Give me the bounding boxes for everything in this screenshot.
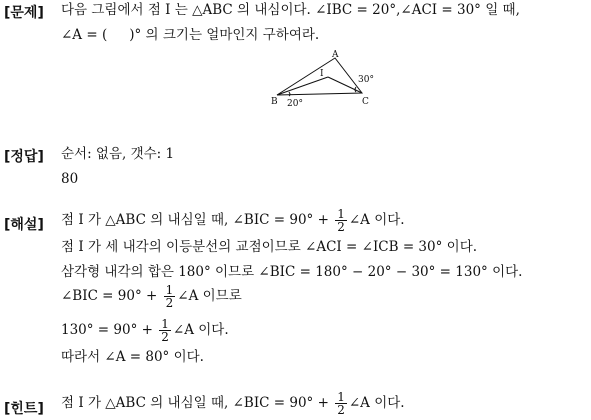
fraction-one-half: $\frac{1}{2}$ — [337, 207, 345, 234]
vertex-c-label: C — [362, 97, 369, 107]
explanation-line-5 — [61, 318, 229, 343]
problem-line-2-prefix: ∠A = ( — [61, 27, 108, 43]
incenter-label: I — [320, 69, 324, 79]
angle-c-arc — [355, 87, 356, 92]
explanation-line-4-post: ∠A 이므로 — [177, 288, 242, 304]
problem-line-2 — [61, 26, 319, 44]
explanation-line-1-post: ∠A 이다. — [348, 212, 405, 228]
hint-line-post: ∠A 이다. — [348, 395, 405, 411]
fraction-one-half: $\frac{1}{2}$ — [165, 283, 174, 310]
vertex-a-label: A — [332, 50, 339, 60]
explanation-line-5-pre: 130° = 90° + — [61, 322, 153, 338]
hint-line-pre: 점 I 가 △ABC 의 내심일 때, ∠BIC = 90° + — [61, 395, 329, 411]
vertex-b-label: B — [271, 97, 278, 107]
hint-label: [힌트] — [4, 401, 44, 417]
triangle-figure — [270, 49, 380, 111]
problem-line-1: 다음 그림에서 점 I 는 △ABC 의 내심이다. ∠IBC = 20°,∠ACI = 30° 일 때, — [61, 2, 520, 18]
explanation-line-2: 점 I 가 세 내각의 이등분선의 교점이므로 ∠ACI = ∠ICB = 30° 이다. — [61, 239, 478, 255]
angle-c-value: 30° — [358, 75, 374, 85]
explanation-line-3: 삼각형 내각의 합은 180° 이므로 ∠BIC = 180° − 20° − 30° = 130° 이다. — [61, 264, 523, 280]
fraction-one-half: $\frac{1}{2}$ — [161, 317, 169, 344]
explanation-line-1 — [61, 208, 405, 233]
hint-line — [61, 391, 405, 416]
bisector-b — [277, 77, 328, 95]
explanation-label: [해설] — [4, 217, 44, 233]
problem-line-2-suffix: )° 의 크기는 얼마인지 구하여라. — [129, 27, 320, 43]
answer-meta: 순서: 없음, 갯수: 1 — [61, 146, 175, 162]
explanation-line-5-post: ∠A 이다. — [172, 322, 229, 338]
explanation-line-6: 따라서 ∠A = 80° 이다. — [61, 349, 204, 365]
bisector-c — [328, 77, 362, 93]
explanation-line-4 — [61, 284, 242, 309]
fraction-one-half: $\frac{1}{2}$ — [337, 390, 345, 417]
angle-b-value: 20° — [287, 99, 303, 109]
explanation-line-1-pre: 점 I 가 △ABC 의 내심일 때, ∠BIC = 90° + — [61, 212, 329, 228]
explanation-line-4-pre: ∠BIC = 90° + — [61, 288, 158, 304]
answer-label: [정답] — [4, 149, 44, 165]
angle-b-arc — [289, 92, 290, 96]
answer-value: 80 — [61, 171, 79, 187]
problem-label: [문제] — [4, 5, 44, 21]
